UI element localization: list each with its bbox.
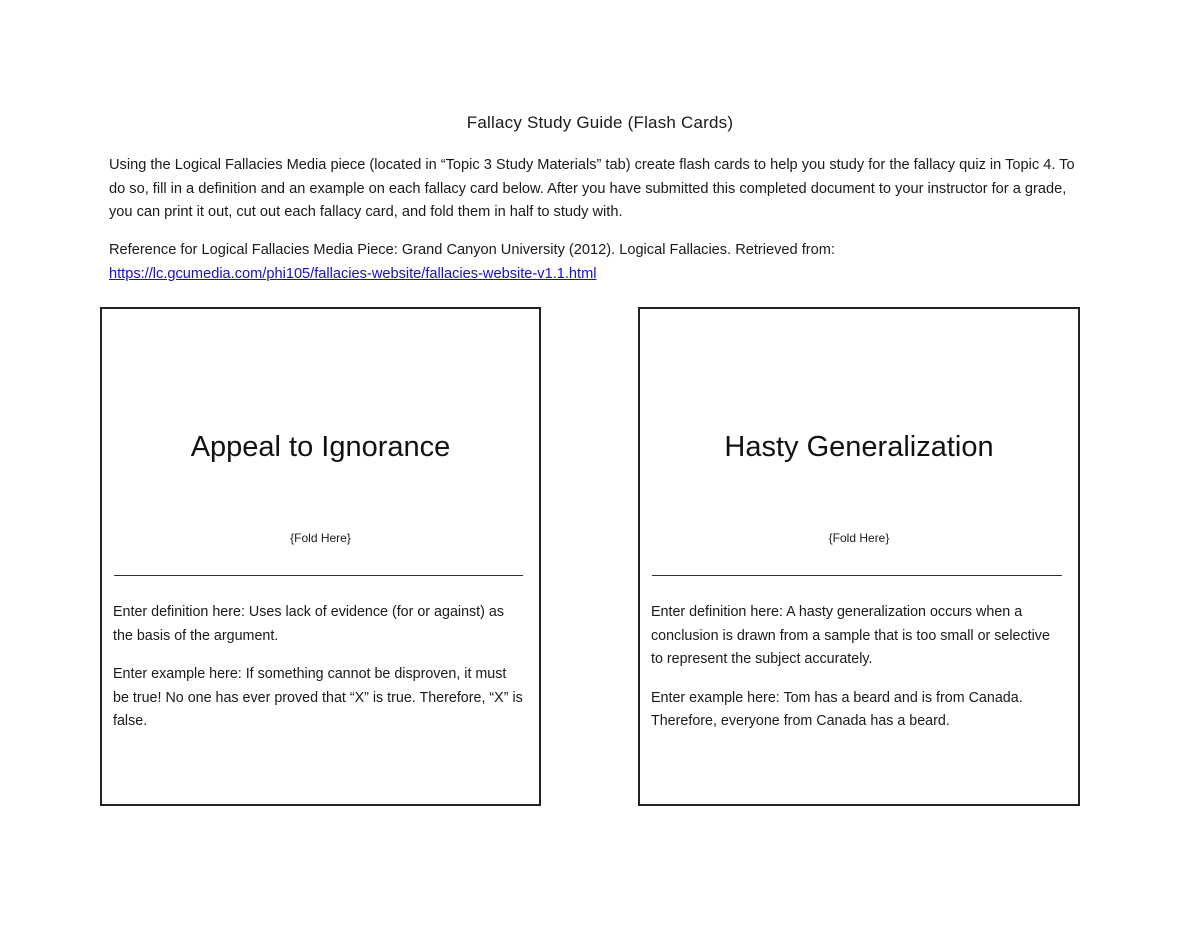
fold-label: {Fold Here}: [290, 531, 351, 545]
card-example: Enter example here: If something cannot be disproven, it must be true! No one has ever proved that “X” is true. Therefore, “X” is false.: [113, 666, 523, 729]
fold-line: [652, 575, 1062, 576]
card-definition: Enter definition here: A hasty generalization occurs when a conclusion is drawn from a sample that is too small or selective to represent the subject accurately.: [651, 604, 1050, 667]
fold-label: {Fold Here}: [828, 531, 890, 545]
card-title: Hasty Generalization: [724, 431, 994, 463]
intro-paragraph: Using the Logical Fallacies Media piece (located in “Topic 3 Study Materials” tab) create flash cards to help you study for the fallacy quiz in Topic 4. To do so, fill in a definition and an example on each fallacy card below. After you have submitted this completed document to your instructor for a grade, you can print it out, cut out each fallacy card, and fold them in half to study with.: [109, 157, 1075, 220]
flash-card-appeal-to-ignorance: [100, 307, 541, 806]
flash-card-hasty-generalization: [638, 307, 1080, 806]
card-title: Appeal to Ignorance: [190, 431, 451, 463]
card-body: [651, 601, 1064, 749]
reference-paragraph: [109, 239, 1084, 286]
fold-line: [114, 575, 523, 576]
reference-link[interactable]: https://lc.gcumedia.com/phi105/fallacies-website/fallacies-website-v1.1.html: [109, 265, 597, 282]
document-title: Fallacy Study Guide (Flash Cards): [466, 113, 734, 132]
reference-text: Reference for Logical Fallacies Media Piece: Grand Canyon University (2012). Logical Fallacies. Retrieved from:: [109, 242, 835, 258]
card-example: Enter example here: Tom has a beard and is from Canada. Therefore, everyone from Canada has a beard.: [651, 689, 1023, 729]
card-body: [113, 601, 525, 749]
card-definition: Enter definition here: Uses lack of evidence (for or against) as the basis of the argument.: [113, 604, 504, 644]
